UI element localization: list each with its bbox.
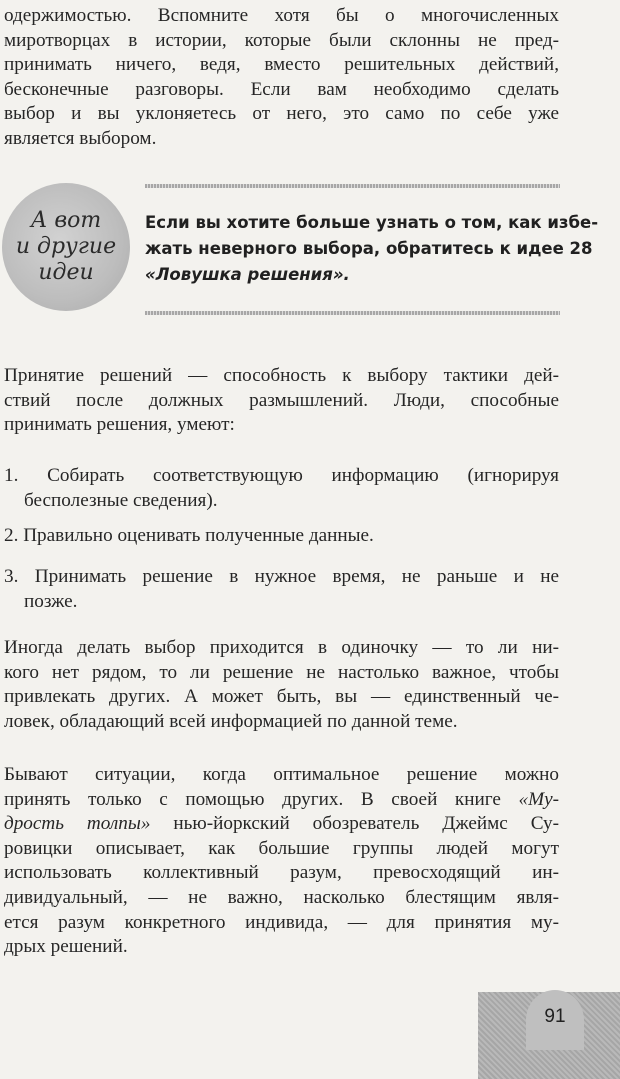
text-line: ется разум конкретного индивида, — для принятия му- [4,911,559,933]
text-line: использовать коллективный разум, превосходящий ин- [4,862,559,884]
text-line: Иногда делать выбор приходится в одиночку — то ли ни- [4,637,559,658]
text-run: принять только с помощью других. В своей книге [4,788,519,810]
text-line: дрых решений. [4,936,128,958]
text-line: кого нет рядом, то ли решение не настолько важное, чтобы [4,661,559,683]
callout-line [145,262,565,288]
text-line: бесконечные разговоры. Если вам необходимо сделать [4,78,559,100]
list-item-2 [4,524,559,549]
definition-paragraph [4,364,559,438]
book-title-start: «Му- [518,788,559,810]
list-item-3 [4,565,559,614]
crowd-paragraph [4,763,559,960]
callout-top-rule [145,184,560,188]
badge-line: А вот [30,208,102,233]
text-line: 2. Правильно оценивать полученные данные. [4,525,374,546]
text-line: принимать ничего, ведя, вместо решительных действий, [4,54,559,76]
list-item-1 [4,464,559,513]
text-line: миротворцах в истории, которые были склонны не пред- [4,29,559,51]
callout-idea-title: «Ловушка решения». [145,265,350,284]
book-title-end: дрость толпы» [4,813,151,835]
badge-line: идеи [38,260,94,285]
text-line: является выбором. [4,127,157,149]
callout-line: жать неверного выбора, обратитесь к идее 28 [145,239,593,258]
text-line: ствий после должных размышлений. Люди, способные [4,389,559,411]
callout-line: Если вы хотите больше узнать о том, как избе- [145,213,599,232]
text-line: Бывают ситуации, когда оптимальное решение можно [4,764,559,785]
text-line: 3. Принимать решение в нужное время, не раньше и не [4,566,559,587]
alone-paragraph [4,636,559,734]
text-line: выбор и вы уклоняетесь от него, это само по себе уже [4,103,559,125]
text-line: привлекать других. А может быть, вы — единственный че- [4,686,559,708]
text-line: одержимостью. Вспомните хотя бы о многочисленных [4,5,559,26]
text-line: 1. Собирать соответствующую информацию (игнорируя [4,465,559,486]
text-line: ловек, обладающий всей информацией по данной теме. [4,710,458,732]
page-number: 91 [544,1006,566,1027]
text-line: дивидуальный, — не важно, насколько блестящим явля- [4,886,559,908]
cross-reference-callout [145,210,599,288]
text-line: бесполезные сведения). [24,489,218,511]
text-line [4,812,559,837]
badge-line: и другие [15,234,117,259]
text-line: принимать решения, умеют: [4,414,235,436]
text-line: Принятие решений — способность к выбору тактики дей- [4,365,559,386]
text-line: позже. [24,590,78,612]
text-line [4,788,559,813]
text-run: нью-йоркский обозреватель Джеймс Су- [150,813,559,835]
more-ideas-badge [2,183,130,311]
callout-bottom-rule [145,311,560,315]
top-paragraph [4,4,559,152]
text-line: ровицки описывает, как большие группы людей могут [4,837,559,859]
